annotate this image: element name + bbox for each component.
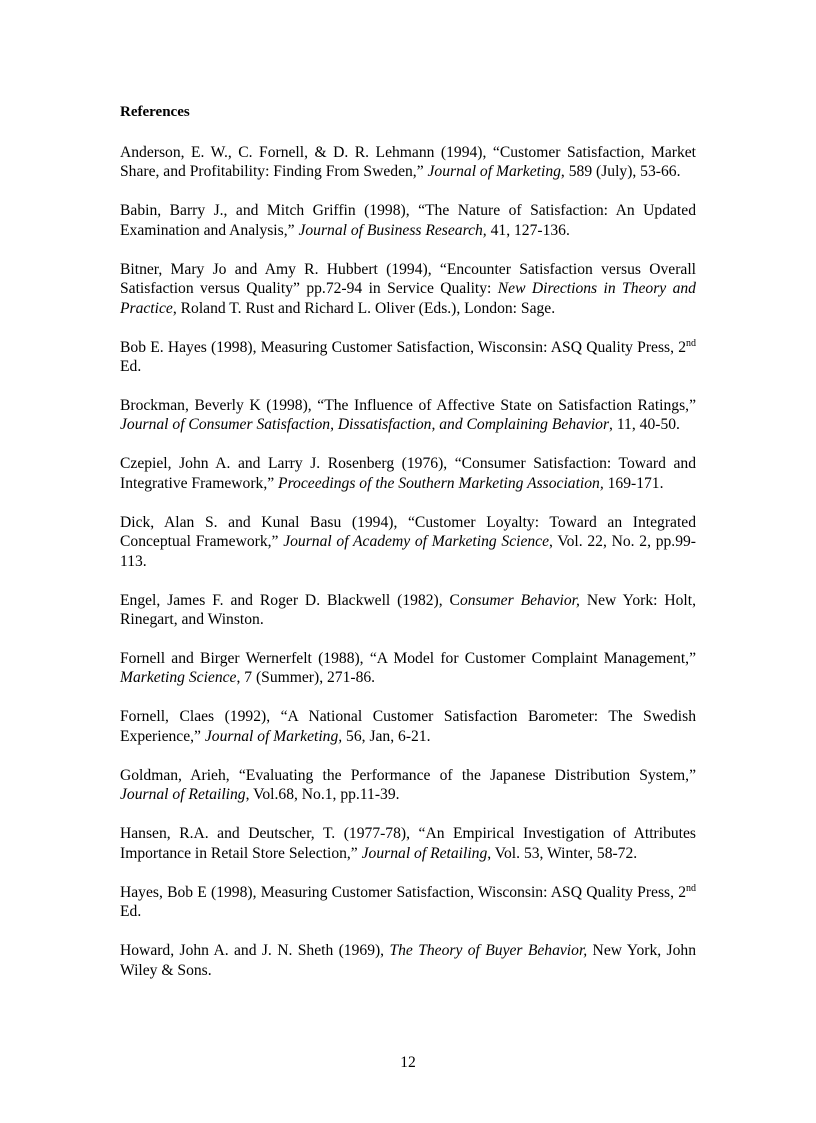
page-number: 12 xyxy=(400,1054,416,1071)
reference-entry: Czepiel, John A. and Larry J. Rosenberg (1976), “Consumer Satisfaction: Toward and Integrative Framework,” Proceedings of the Southern Marketing Association, 169-171. xyxy=(120,455,696,492)
reference-entry: Hansen, R.A. and Deutscher, T. (1977-78), “An Empirical Investigation of Attributes Importance in Retail Store Selection,” Journal of Retailing, Vol. 53, Winter, 58-72. xyxy=(120,825,696,862)
reference-entry: Anderson, E. W., C. Fornell, & D. R. Lehmann (1994), “Customer Satisfaction, Market Share, and Profitability: Finding From Sweden,” Journal of Marketing, 589 (July), 53-66. xyxy=(120,144,696,181)
reference-entry: Babin, Barry J., and Mitch Griffin (1998), “The Nature of Satisfaction: An Updated Examination and Analysis,” Journal of Business Research, 41, 127-136. xyxy=(120,202,696,239)
reference-entry: Goldman, Arieh, “Evaluating the Performance of the Japanese Distribution System,” Journal of Retailing, Vol.68, No.1, pp.11-39. xyxy=(120,766,696,804)
reference-entry: Bob E. Hayes (1998), Measuring Customer Satisfaction, Wisconsin: ASQ Quality Press, 2nd Ed. xyxy=(120,337,696,376)
reference-entry: Brockman, Beverly K (1998), “The Influence of Affective State on Satisfaction Ratings,” Journal of Consumer Satisfaction, Dissatisfaction, and Complaining Behavior, 11, 40-50. xyxy=(120,397,696,434)
references-heading: References xyxy=(120,104,190,120)
reference-entry: Engel, James F. and Roger D. Blackwell (1982), Consumer Behavior, New York: Holt, Rinegart, and Winston. xyxy=(120,591,696,629)
reference-entry: Fornell, Claes (1992), “A National Customer Satisfaction Barometer: The Swedish Experience,” Journal of Marketing, 56, Jan, 6-21. xyxy=(120,708,696,745)
reference-entry: Bitner, Mary Jo and Amy R. Hubbert (1994), “Encounter Satisfaction versus Overall Satisfaction versus Quality” pp.72-94 in Service Quality: New Directions in Theory and Practice, Roland T. Rust and Richard L. Oliver (Eds.), London: Sage. xyxy=(120,260,696,317)
reference-entry: Howard, John A. and J. N. Sheth (1969), The Theory of Buyer Behavior, New York, John Wiley & Sons. xyxy=(120,942,696,979)
document-page xyxy=(120,0,696,1123)
reference-entry: Hayes, Bob E (1998), Measuring Customer Satisfaction, Wisconsin: ASQ Quality Press, 2nd Ed. xyxy=(120,882,696,921)
reference-entry: Fornell and Birger Wernerfelt (1988), “A Model for Customer Complaint Management,” Marketing Science, 7 (Summer), 271-86. xyxy=(120,650,696,687)
reference-entry: Dick, Alan S. and Kunal Basu (1994), “Customer Loyalty: Toward an Integrated Conceptual Framework,” Journal of Academy of Marketing Science, Vol. 22, No. 2, pp.99-113. xyxy=(120,513,696,570)
reference-list xyxy=(120,143,696,1000)
